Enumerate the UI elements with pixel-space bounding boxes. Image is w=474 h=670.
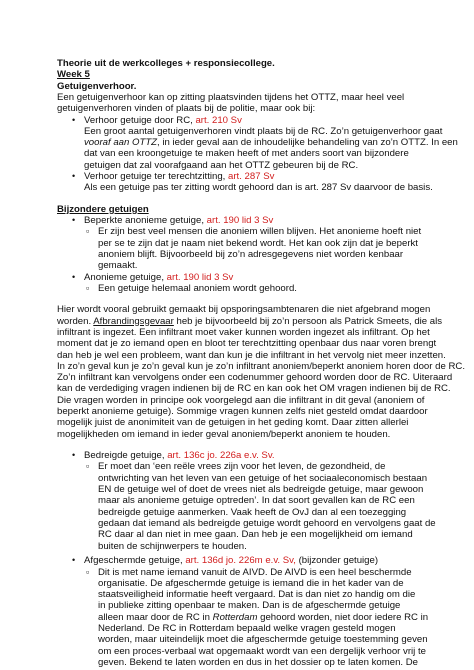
sub-bullet-line: maar als anonieme getuige optreden’. In dat soort gevallen kan de RC een [98,495,415,507]
bullet-item [84,171,274,182]
intro-line: getuigenverhoren vinden of plaats bij de politie, maar ook bij: [57,103,316,115]
item-label: Bedreigde getuige, [84,450,168,462]
bullet-icon: • [72,271,76,282]
paragraph-line: moment dat je zo iemand open en bloot ter terechtzitting openbaar dus naar voren brengt [57,338,437,350]
intro-line: Een getuigenverhoor kan op zitting plaatsvinden tijdens het OTTZ, maar heel veel [57,91,405,103]
paragraph-line: Zo’n infiltrant kan vervolgens onder een codenummer gehoord worden door de RC. Uiteraard [57,372,453,384]
sub-bullet-icon: ▫ [86,282,90,293]
item-label: Afgeschermde getuige, [84,555,186,567]
article-reference: art. 136d jo. 226m e.v. Sv, [185,555,296,567]
sub-bullet-line: Er zijn best veel mensen die anoniem willen blijven. Het anonieme hoeft niet [98,226,422,238]
sub-bullet-line [98,612,428,623]
body-text: worden. [57,315,94,327]
article-reference: art. 190 lid 3 Sv [206,215,274,227]
sub-bullet-line: worden, maar uiteindelijk moet die afgeschermde getuige toestemming geven [98,634,428,646]
section-heading: Getuigenverhoor. [57,80,137,92]
sub-bullet-line: Nederland. De RC in Rotterdam bepaald welke vragen gesteld mogen [98,623,396,634]
bullet-body-line: getuigen dat zal voorafgaand aan het OTTZ gebeuren bij de RC. [84,159,359,171]
emphasis-text: vooraf aan OTTZ [84,137,158,149]
paragraph-line [57,316,442,327]
bullet-icon: • [72,171,76,181]
emphasis-text: Rotterdam [212,611,258,623]
sub-bullet-icon: ▫ [86,566,90,577]
sub-bullet-line: Er moet dan ‘een reële vrees zijn voor het leven, de gezondheid, de [98,461,386,473]
sub-bullet-line: organisatie. De afgeschermde getuige is iemand die in het kader van de [98,577,404,589]
sub-bullet-line: gedaan dat iemand als bedreigde getuige wordt gehoord en vervolgens gaat de [98,517,436,529]
article-reference: art. 210 Sv [195,114,242,126]
bullet-body-line [84,137,458,148]
bullet-icon: • [72,555,76,566]
sub-bullet-line: om een proces-verbaal wat opgemaakt wordt van een dergelijk verhoor vrij te [98,645,426,657]
paragraph-line: Hier wordt vooral gebruikt gemaakt bij opsporingsambtenaren die niet afgebrand mogen [57,304,431,316]
sub-bullet-line: bedreigde getuige aanmerken. Vaak heeft de OvJ dan al een toezegging [98,506,407,518]
paragraph-line: mogelijkheden om iemand in ieder geval anoniem/beperkt anoniem te houden. [57,428,391,440]
body-text: heb je bijvoorbeeld bij zo’n persoon als Patrick Smeets, die als [173,315,443,327]
bullet-item [84,450,275,461]
item-label: Verhoor getuige ter terechtzitting, [84,171,228,182]
sub-bullet-line: Dit is met name iemand vanuit de AIVD. De AIVD is een heel beschermde [98,566,412,578]
bullet-icon: • [72,450,76,461]
paragraph-line: kan de verdediging vragen indienen bij de RC en kan ook het OM vragen indienen bij de RC. [57,383,451,395]
sub-bullet-icon: ▫ [86,226,90,237]
item-label: Beperkte anonieme getuige, [84,215,207,227]
article-reference: art. 190 lid 3 Sv [166,271,234,283]
underlined-term: Afbrandingsgevaar [93,315,174,327]
sub-bullet-line: per se te zijn dat je naam niet bekend wordt. Het kan ook zijn dat je beperkt [98,237,418,249]
sub-bullet-line: staatsveiligheid informatie heeft vergaard. Dat is dan niet zo handig om die [98,589,416,601]
bullet-item [84,555,378,566]
body-text: gehoord worden, niet door iedere RC in [257,611,429,623]
sub-bullet-line: Een getuige helemaal anoniem wordt gehoord. [98,282,297,294]
bullet-icon: • [72,114,76,125]
week-heading: Week 5 [57,69,90,81]
sub-bullet-line: gemaakt. [98,260,138,272]
paragraph-line: beperkt anonieme getuige). Sommige vragen kunnen zelfs niet gesteld omdat daardoor [57,406,428,418]
sub-bullet-line: ontwrichting van het leven van een getuige of het sociaaleconomisch bestaan [98,472,428,484]
paragraph-line: infiltrant is ingezet. Een infiltrant moet vaker kunnen worden ingezet als infiltrant. Op het [57,326,430,338]
bullet-body-line: Als een getuige pas ter zitting wordt gehoord dan is art. 287 Sv daarvoor de basis. [84,182,433,194]
article-reference: art. 287 Sv [228,171,275,182]
sub-bullet-icon: ▫ [86,461,90,472]
paragraph-line: In zo’n geval kun je zo’n geval kun je zo’n infiltrant anoniem/beperkt anoniem horen door de RC. [57,360,465,372]
body-text: , in ieder geval aan de inhoudelijke behandeling van zo’n OTTZ. In een [157,137,458,149]
bijzondere-getuigen-heading: Bijzondere getuigen [57,203,149,215]
bullet-body-line: Een groot aantal getuigenverhoren vindt plaats bij de RC. Zo’n getuigenverhoor gaat [84,125,443,137]
body-text: alleen maar door de RC in [98,611,213,623]
item-note: (bijzonder getuige) [295,555,379,567]
bullet-icon: • [72,215,76,226]
bullet-item [84,115,242,126]
paragraph-line: dan heb je wel een probleem, want dan kun je die infiltrant in het vervolg niet meer inzetten. [57,349,446,361]
paragraph-line: Die vragen worden in principe ook voorgelegd aan die infiltrant in dit geval (anoniem of [57,394,425,406]
sub-bullet-line: RC daar al dan niet in mee gaan. Dan heb je een mogelijkheid om iemand [98,529,413,541]
sub-bullet-line: anoniem blijft. Bijvoorbeeld bij zo’n adresgegevens niet worden kenbaar [98,248,404,260]
document-title: Theorie uit de werkcolleges + responsiecollege. [57,58,275,69]
item-label: Anonieme getuige, [84,271,167,283]
sub-bullet-line: geven. Bekend te laten worden en dus in het dossier op te laten komen. De [98,656,418,668]
sub-bullet-line: EN de getuige wel of doet de vrees niet als bedreigde getuige, maar gewoon [98,484,424,495]
sub-bullet-line: buiten de schijnwerpers te houden. [98,540,247,552]
sub-bullet-line: in publieke zitting openbaar te maken. Dan is de afgeschermde getuige [98,600,401,612]
paragraph-line: mogelijk juist de anonimiteit van de getuigen in het geding komt. Daar zitten allerlei [57,417,409,429]
article-reference: art. 136c jo. 226a e.v. Sv. [167,450,275,462]
bullet-item [84,215,273,226]
bullet-body-line: dat van een kroongetuige te maken heeft of met anders soort van bijzondere [84,148,409,160]
bullet-item [84,272,233,283]
item-label: Verhoor getuige door RC, [84,114,196,126]
